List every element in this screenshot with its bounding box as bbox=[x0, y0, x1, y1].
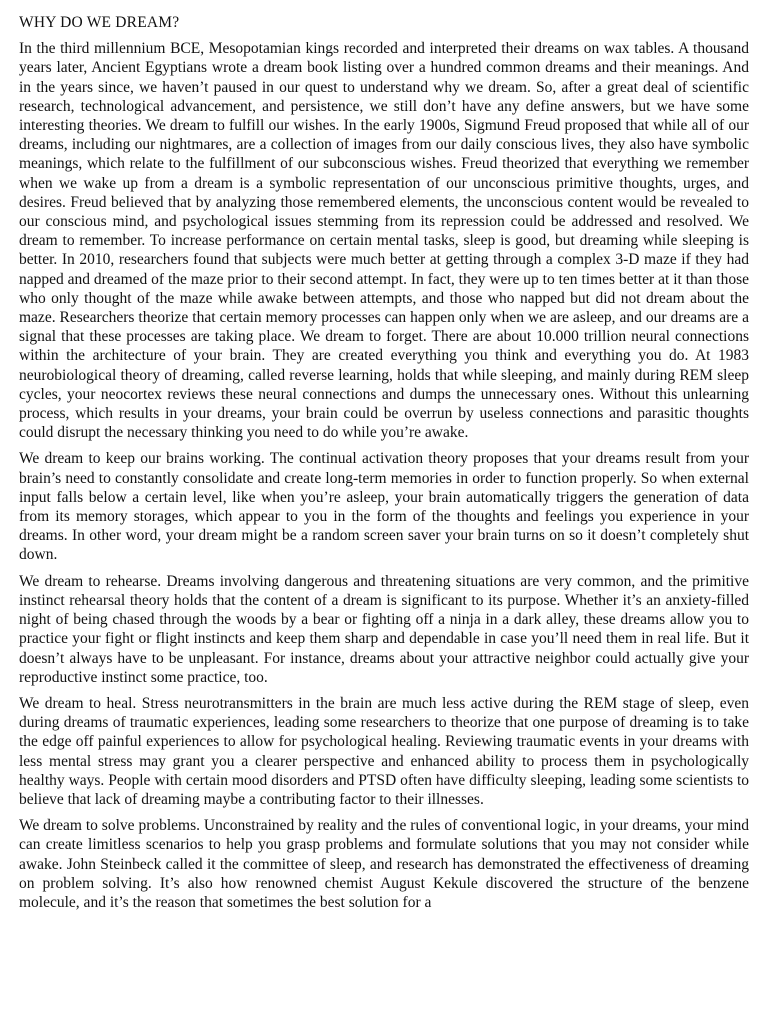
document-title: WHY DO WE DREAM? bbox=[19, 14, 180, 31]
paragraph-rehearse: We dream to rehearse. Dreams involving dangerous and threatening situations are very common, and the primitive instinct rehearsal theory holds that the content of a dream is significant to its purpose. Whether it’s an anxiety-filled night of being chased through the woods by a bear or fighting off a ninja in a dark alley, these dreams allow you to practice your fight or flight instincts and keep them sharp and dependable in case you’ll need them in real life. But it doesn’t always have to be unpleasant. For instance, dreams about your attractive neighbor could actually give your reproductive instinct some practice, too. bbox=[19, 572, 749, 686]
paragraph-solve-problems: We dream to solve problems. Unconstrained by reality and the rules of conventional logic, in your dreams, your mind can create limitless scenarios to help you grasp problems and formulate solutions that you may not consider while awake. John Steinbeck called it the committee of sleep, and research has demonstrated the effectiveness of dreaming on problem solving. It’s also how renowned chemist August Kekule discovered the structure of the benzene molecule, and it’s the reason that sometimes the best solution for a bbox=[19, 817, 749, 911]
paragraph-origins-and-theories: In the third millennium BCE, Mesopotamian kings recorded and interpreted their dreams on wax tables. A thousand years later, Ancient Egyptians wrote a dream book listing over a hundred common dreams and their meanings. And in the years since, we haven’t paused in our quest to understand why we dream. So, after a great deal of scientific research, technological advancement, and persistence, we still don’t have any define answers, but we have some interesting theories. We dream to fulfill our wishes. In the early 1900s, Sigmund Freud proposed that while all of our dreams, including our nightmares, are a collection of images from our daily conscious lives, they also have symbolic meanings, which relate to the fulfillment of our subconscious wishes. Freud theorized that everything we remember when we wake up from a dream is a symbolic representation of our unconscious primitive thoughts, urges, and desires. Freud believed that by analyzing those remembered elements, the unconscious content would be revealed to our conscious mind, and psychological issues stemming from its repression could be addressed and resolved. We dream to remember. To increase performance on certain mental tasks, sleep is good, but dreaming while sleeping is better. In 2010, researchers found that subjects were much better at getting through a complex 3-D maze if they had napped and dreamed of the maze prior to their second attempt. In fact, they were up to ten times better at it than those who only thought of the maze while awake between attempts, and those who napped but did not dream about the maze. Researchers theorize that certain memory processes can happen only when we are asleep, and our dreams are a signal that these processes are taking place. We dream to forget. There are about 10.000 trillion neural connections within the architecture of your brain. They are created everything you think and everything you do. At 1983 neurobiological theory of dreaming, called reverse learning, holds that while sleeping, and mainly during REM sleep cycles, your neocortex reviews these neural connections and dumps the unnecessary ones. Without this unlearning process, which results in your dreams, your brain could be overrun by useless connections and parasitic thoughts could disrupt the necessary thinking you need to do while you’re awake. bbox=[19, 40, 749, 442]
document-page bbox=[19, 13, 749, 919]
paragraph-heal: We dream to heal. Stress neurotransmitters in the brain are much less active during the REM stage of sleep, even during dreams of traumatic experiences, leading some researchers to theorize that one purpose of dreaming is to take the edge off painful experiences to allow for psychological healing. Reviewing traumatic events in your dreams with less mental stress may grant you a clearer perspective and enhanced ability to process them in psychologically healthy ways. People with certain mood disorders and PTSD often have difficulty sleeping, leading some scientists to believe that lack of dreaming maybe a contributing factor to their illnesses. bbox=[19, 694, 749, 808]
paragraph-keep-brains-working: We dream to keep our brains working. The continual activation theory proposes that your dreams result from your brain’s need to constantly consolidate and create long-term memories in order to function properly. So when external input falls below a certain level, like when you’re asleep, your brain automatically triggers the generation of data from its memory storages, which appear to you in the form of the thoughts and feelings you experience in your dreams. In other word, your dream might be a random screen saver your brain turns on so it doesn’t completely shut down. bbox=[19, 450, 749, 564]
